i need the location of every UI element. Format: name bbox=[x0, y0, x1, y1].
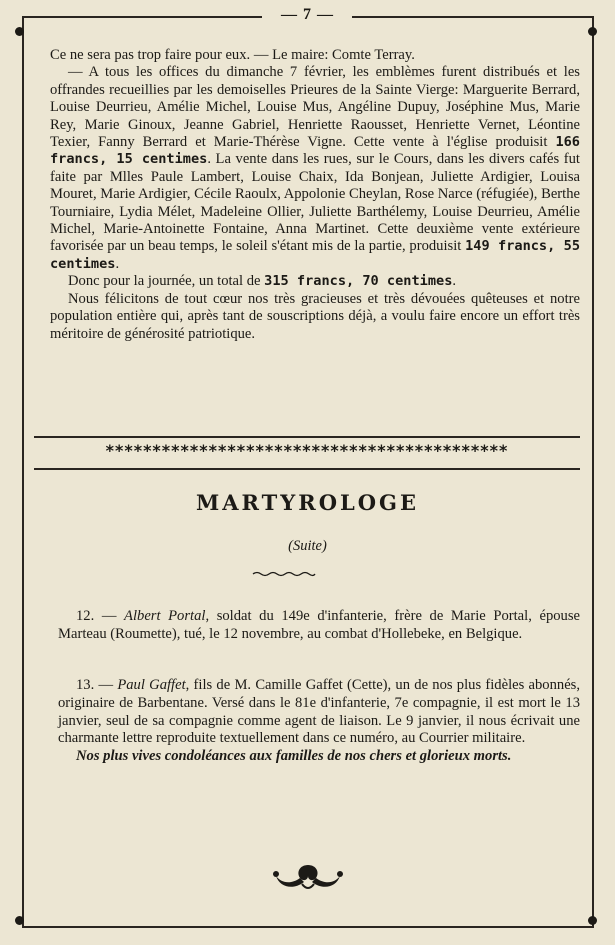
martyrologe-entry bbox=[58, 677, 580, 766]
street-sale-text: . La vente dans les rues, sur le Cours, dans les divers cafés fut faite par Mlles Paule Lambert, Louise Chaix, Ida Bonjean, Juliette Ardigier, Louisa Mouret, Marie Ardigier, Cécile Raoulx, Appolonie Cheylan, Rose Narce (réfugiée), Berthe Tourniaire, Lydia Mélet, Madeleine Ollier, Juliette Barthélemy, Louise Deurrieu, Amélie Michel, Marie-Antoinette Fontaine, Anna Martinet. Cette deuxième vente extérieure favorisée par un beau temps, le soleil s'étant mis de la partie, produisit bbox=[50, 151, 580, 255]
section-subtitle: (Suite) bbox=[288, 538, 327, 554]
closing-condolences: Nos plus vives condoléances aux familles de nos chers et glorieux morts. bbox=[76, 748, 512, 765]
entry-name: Paul Gaffet bbox=[117, 677, 186, 693]
frame-top-right-rule bbox=[352, 16, 594, 18]
church-sale-text: — A tous les offices du dimanche 7 février, les emblèmes furent distribués et les offrandes recueillies par les demoiselles Prieures de la Sainte Vierge: Marguerite Berrard, Louise Deurrieu, Amélie Michel, Louise Mus, Angéline Dupuy, Joséphine Mus, Marie Rey, Marie Ginoux, Jeanne Gabriel, Henriette Raousset, Henriette Vernet, Léontine Texier, Fanny Berrard et Marie-Thérèse Vigne. Cette vente à l'église produisit bbox=[50, 64, 580, 151]
frame-bottom-rule bbox=[22, 926, 594, 928]
entry-text: , fils de M. Camille Gaffet (Cette), un de nos plus fidèles abonnés, originaire de Barbentane. Versé dans le 81e d'infanterie, 7e compagnie, il est mort le 13 janvier, seul de sa compagnie comme agent de liaison. Le 9 janvier, il nous écrivait une charmante lettre reproduite textuellement dans ce numéro, au Courrier militaire. bbox=[58, 677, 580, 747]
paragraph-collection bbox=[50, 64, 580, 273]
total-amount: 315 francs, 70 centimes bbox=[264, 273, 453, 290]
total-text: Donc pour la journée, un total de bbox=[68, 273, 261, 290]
frame-right-rule bbox=[592, 16, 594, 928]
street-sale-end: . bbox=[115, 255, 120, 272]
page-number: — 7 — bbox=[281, 6, 334, 23]
church-sale-amount: 166 francs, 15 centimes bbox=[50, 134, 580, 168]
paragraph-total bbox=[50, 273, 580, 290]
star-separator: ******************************************* bbox=[105, 441, 509, 460]
bullet-dot-icon bbox=[588, 916, 597, 925]
entry-text: , soldat du 149e d'infanterie, frère de Marie Portal, épouse Marteau (Roumette), tué, le 12 novembre, au combat d'Hollebeke, en Belgique. bbox=[58, 608, 580, 642]
bullet-dot-icon bbox=[15, 916, 24, 925]
entry-name: Albert Portal bbox=[124, 608, 206, 624]
star-separator-band bbox=[34, 436, 580, 470]
paragraph-mayor bbox=[50, 47, 580, 64]
entry-number: 13. — bbox=[76, 677, 114, 693]
frame-left-rule bbox=[22, 16, 24, 928]
fleuron-icon bbox=[270, 860, 346, 894]
section-title: MARTYROLOGE bbox=[196, 490, 419, 515]
total-end: . bbox=[452, 273, 457, 290]
entry-number: 12. — bbox=[76, 608, 117, 624]
frame-top-left-rule bbox=[22, 16, 262, 18]
article-body bbox=[50, 47, 580, 343]
martyrologe-entry bbox=[58, 608, 580, 644]
bullet-dot-icon bbox=[588, 27, 597, 36]
bullet-dot-icon bbox=[15, 27, 24, 36]
mayor-line: Ce ne sera pas trop faire pour eux. — Le maire: Comte Terray. bbox=[50, 47, 415, 63]
wavy-rule-icon bbox=[252, 570, 316, 578]
paragraph-congratulations: Nous félicitons de tout cœur nos très gracieuses et très dévouées quêteuses et notre population entière qui, après tant de souscriptions déjà, a voulu faire encore un effort très méritoire de générosité patriotique. bbox=[50, 290, 580, 342]
street-sale-amount: 149 francs, 55 centimes bbox=[50, 238, 581, 272]
